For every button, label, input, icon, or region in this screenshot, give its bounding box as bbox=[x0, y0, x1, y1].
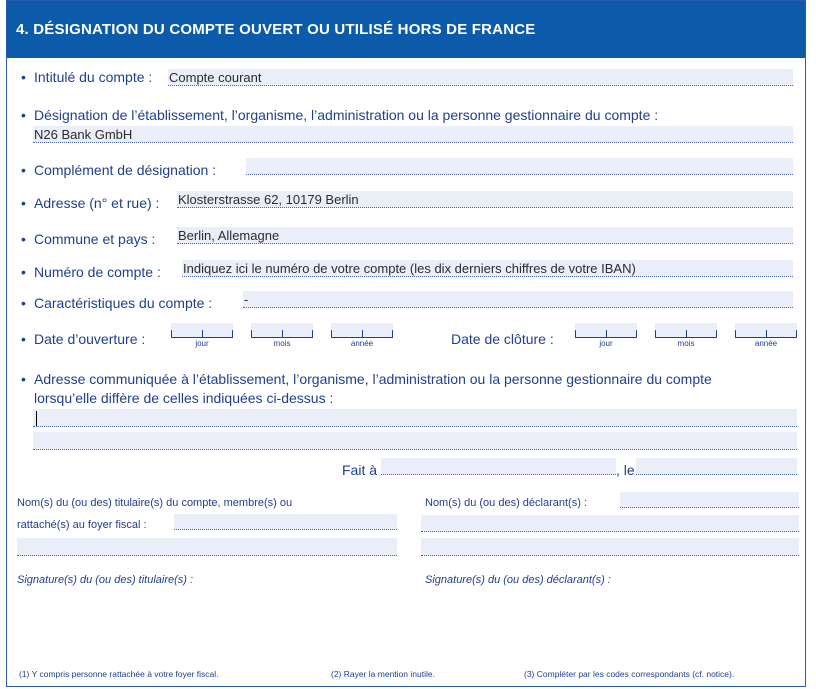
cloture-mois-box[interactable] bbox=[655, 323, 717, 348]
bullet-icon: • bbox=[21, 231, 26, 247]
etablissement-label: Désignation de l’établissement, l’organisme, l’administration ou la personne gestionnaire du compte : bbox=[34, 107, 659, 123]
signature-titulaires-label: Signature(s) du (ou des) titulaire(s) : bbox=[17, 574, 194, 586]
jour-caption: jour bbox=[599, 339, 613, 348]
intitule-field[interactable]: Compte courant bbox=[168, 69, 793, 86]
complement-field[interactable] bbox=[246, 158, 793, 175]
adresse-communiquee-field-2[interactable] bbox=[33, 432, 797, 450]
bullet-icon: • bbox=[21, 162, 26, 178]
bullet-icon: • bbox=[21, 331, 26, 347]
titulaires-label-1: Nom(s) du (ou des) titulaire(s) du compte, membre(s) ou bbox=[17, 497, 293, 509]
section-title: 4. DÉSIGNATION DU COMPTE OUVERT OU UTILISÉ HORS DE FRANCE bbox=[16, 21, 536, 38]
etablissement-row bbox=[21, 107, 658, 123]
annee-caption: année bbox=[350, 339, 374, 348]
footnote-1: (1) Y compris personne rattachée à votre foyer fiscal. bbox=[19, 669, 219, 679]
complement-row bbox=[21, 162, 216, 178]
etablissement-field[interactable]: N26 Bank GmbH bbox=[33, 126, 793, 143]
adresse-field[interactable]: Klosterstrasse 62, 10179 Berlin bbox=[177, 191, 793, 208]
mois-caption: mois bbox=[273, 339, 291, 348]
cloture-annee-box[interactable] bbox=[735, 323, 797, 348]
declarants-label: Nom(s) du (ou des) déclarant(s) : bbox=[425, 497, 587, 509]
declarants-field[interactable] bbox=[620, 492, 799, 508]
commune-row bbox=[21, 231, 155, 247]
footnote-3: (3) Compléter par les codes correspondants (cf. notice). bbox=[524, 669, 735, 679]
adresse-communiquee-label-2: lorsqu’elle diffère de celles indiquées ci-dessus : bbox=[34, 390, 334, 406]
footnote-2: (2) Rayer la mention inutile. bbox=[331, 669, 435, 679]
numero-row bbox=[21, 264, 161, 280]
section-header bbox=[7, 1, 805, 58]
date-ouverture-row bbox=[21, 331, 145, 347]
caracteristiques-label: Caractéristiques du compte : bbox=[34, 295, 213, 311]
ouverture-mois-box[interactable] bbox=[251, 323, 313, 348]
mois-caption: mois bbox=[677, 339, 695, 348]
titulaires-field-2[interactable] bbox=[17, 538, 397, 556]
adresse-communiquee-label-1: Adresse communiquée à l’établissement, l’organisme, l’administration ou la personne gestionnaire du compte bbox=[34, 371, 712, 387]
bullet-icon: • bbox=[21, 295, 26, 311]
fait-le-label: , le bbox=[616, 462, 635, 478]
adresse-communiquee-field-1[interactable] bbox=[33, 409, 797, 427]
jour-caption: jour bbox=[195, 339, 209, 348]
caracteristiques-row bbox=[21, 295, 212, 311]
fait-a-field[interactable] bbox=[381, 458, 616, 475]
caracteristiques-field[interactable]: - bbox=[243, 291, 793, 308]
bullet-icon: • bbox=[21, 371, 26, 387]
bullet-icon: • bbox=[21, 264, 26, 280]
fait-a-label: Fait à bbox=[342, 462, 378, 478]
adresse-row bbox=[21, 195, 159, 211]
adresse-communiquee-row bbox=[21, 371, 712, 387]
ouverture-jour-box[interactable] bbox=[171, 323, 233, 348]
commune-label: Commune et pays : bbox=[34, 231, 156, 247]
text-cursor bbox=[36, 411, 37, 426]
date-cloture-label: Date de clôture : bbox=[451, 331, 554, 347]
complement-label: Complément de désignation : bbox=[34, 162, 217, 178]
cloture-jour-box[interactable] bbox=[575, 323, 637, 348]
annee-caption: année bbox=[754, 339, 778, 348]
bullet-icon: • bbox=[21, 195, 26, 211]
date-ouverture-label: Date d’ouverture : bbox=[34, 331, 146, 347]
titulaires-field[interactable] bbox=[174, 514, 397, 530]
intitule-label: Intitulé du compte : bbox=[34, 69, 153, 85]
fait-le-field[interactable] bbox=[636, 458, 797, 475]
adresse-label: Adresse (n° et rue) : bbox=[34, 195, 160, 211]
form-page bbox=[6, 0, 806, 687]
declarants-field-2[interactable] bbox=[421, 515, 799, 532]
numero-label: Numéro de compte : bbox=[34, 264, 161, 280]
titulaires-label-2: rattaché(s) au foyer fiscal : bbox=[17, 519, 147, 531]
commune-field[interactable]: Berlin, Allemagne bbox=[177, 227, 793, 244]
signature-declarants-label: Signature(s) du (ou des) déclarant(s) : bbox=[425, 574, 611, 586]
declarants-field-3[interactable] bbox=[421, 538, 799, 556]
ouverture-annee-box[interactable] bbox=[331, 323, 393, 348]
bullet-icon: • bbox=[21, 69, 26, 85]
intitule-row bbox=[21, 69, 152, 85]
numero-field[interactable]: Indiquez ici le numéro de votre compte (les dix derniers chiffres de votre IBAN) bbox=[182, 260, 793, 277]
bullet-icon: • bbox=[21, 107, 26, 123]
